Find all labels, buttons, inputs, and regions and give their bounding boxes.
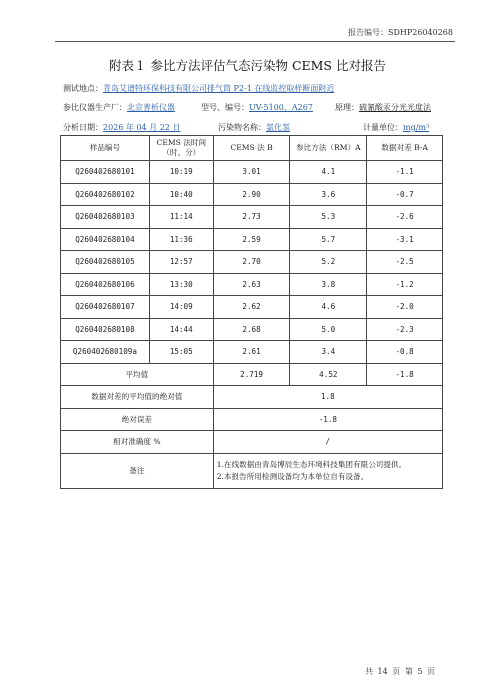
abs-avg-value: 1.8: [213, 386, 442, 409]
cell-time: 12:57: [149, 251, 213, 274]
cell-ref: 5.3: [290, 206, 367, 229]
average-row: [61, 363, 443, 386]
cell-sample: Q260402680108: [61, 318, 150, 341]
avg-label: 平均值: [61, 363, 214, 386]
cell-diff: -2.6: [367, 206, 443, 229]
cell-time: 14:44: [149, 318, 213, 341]
principle: [335, 102, 431, 113]
cell-cems: 2.73: [213, 206, 290, 229]
unit-label: 计量单位：: [363, 123, 403, 132]
header-cems: CEMS 法 B: [213, 136, 290, 161]
remark-line-1: 1.在线数据由青岛博辰生态环境科技集团有限公司提供。: [216, 459, 407, 469]
cell-cems: 3.01: [213, 161, 290, 184]
pollutant-value: 氯化氢: [266, 123, 290, 132]
table-row: [61, 251, 443, 274]
cell-time: 10:19: [149, 161, 213, 184]
cell-cems: 2.70: [213, 251, 290, 274]
cell-sample: Q260402680107: [61, 296, 150, 319]
manufacturer: [63, 102, 175, 113]
cell-time: 14:09: [149, 296, 213, 319]
pollutant-label: 污染物名称：: [218, 123, 266, 132]
cell-diff: -2.0: [367, 296, 443, 319]
cell-sample: Q260402680105: [61, 251, 150, 274]
report-number: 报告编号：SDHP26040268: [348, 28, 453, 37]
cell-diff: -1.2: [367, 273, 443, 296]
cell-sample: Q260402680109a: [61, 341, 150, 364]
comparison-table: [60, 135, 443, 489]
cell-sample: Q260402680102: [61, 183, 150, 206]
abs-err-value: -1.8: [213, 408, 442, 431]
table-row: [61, 318, 443, 341]
table-row: [61, 228, 443, 251]
model-label: 型号、编号：: [201, 103, 249, 112]
header-time: [149, 136, 213, 161]
remark-row: [61, 453, 443, 488]
analysis-date: [63, 122, 180, 133]
cell-sample: Q260402680101: [61, 161, 150, 184]
date-value: 2026 年 04 月 22 日: [103, 123, 181, 132]
remark-content: [213, 453, 442, 488]
avg-ref: 4.52: [290, 363, 367, 386]
cell-time: 11:36: [149, 228, 213, 251]
cell-time: 13:30: [149, 273, 213, 296]
abs-avg-row: [61, 386, 443, 409]
avg-cems: 2.719: [213, 363, 290, 386]
cell-cems: 2.68: [213, 318, 290, 341]
principle-label: 原理：: [335, 103, 359, 112]
cell-ref: 4.1: [290, 161, 367, 184]
cell-cems: 2.62: [213, 296, 290, 319]
header-time-line1: CEMS 法时间: [156, 138, 207, 147]
cell-ref: 5.0: [290, 318, 367, 341]
cell-diff: -0.7: [367, 183, 443, 206]
cell-cems: 2.90: [213, 183, 290, 206]
table-row: [61, 296, 443, 319]
cell-sample: Q260402680104: [61, 228, 150, 251]
pollutant: [218, 122, 290, 133]
cell-ref: 4.6: [290, 296, 367, 319]
rel-acc-row: [61, 431, 443, 454]
test-location: [63, 83, 334, 94]
cell-sample: Q260402680103: [61, 206, 150, 229]
cell-ref: 3.8: [290, 273, 367, 296]
cell-time: 11:14: [149, 206, 213, 229]
cell-diff: -3.1: [367, 228, 443, 251]
cell-ref: 5.2: [290, 251, 367, 274]
table-header-row: [61, 136, 443, 161]
date-label: 分析日期：: [63, 123, 103, 132]
header-time-line2: （时、分）: [162, 148, 201, 157]
cell-diff: -2.3: [367, 318, 443, 341]
cell-ref: 5.7: [290, 228, 367, 251]
model: [201, 102, 313, 113]
table-row: [61, 183, 443, 206]
cell-cems: 2.59: [213, 228, 290, 251]
avg-diff: -1.8: [367, 363, 443, 386]
unit: [363, 122, 429, 133]
header-sample: 样品编号: [61, 136, 150, 161]
header-diff: 数据对差 B-A: [367, 136, 443, 161]
cell-cems: 2.63: [213, 273, 290, 296]
table-row: [61, 161, 443, 184]
header-ref: 参比方法（RM）A: [290, 136, 367, 161]
abs-avg-label: 数据对差的平均值的绝对值: [61, 386, 214, 409]
cell-diff: -0.8: [367, 341, 443, 364]
abs-err-row: [61, 408, 443, 431]
page-title: 附表１ 参比方法评估气态污染物 CEMS 比对报告: [109, 58, 386, 73]
remark-label: 备注: [61, 453, 214, 488]
table-row: [61, 206, 443, 229]
principle-value: 硫氰酸汞分光光度法: [359, 103, 431, 112]
table-row: [61, 273, 443, 296]
page-footer: 共 14 页 第 5 页: [365, 667, 435, 676]
manufacturer-label: 参比仪器生产厂：: [63, 103, 127, 112]
model-value: UV-5100、A267: [249, 103, 313, 112]
cell-time: 10:40: [149, 183, 213, 206]
location-value: 青岛艾谱特环保科技有限公司排气筒 P2-1 在线监控取样断面附近: [103, 84, 335, 93]
rel-acc-label: 相对准确度 %: [61, 431, 214, 454]
abs-err-label: 绝对误差: [61, 408, 214, 431]
header-divider: [55, 41, 455, 42]
cell-time: 15:05: [149, 341, 213, 364]
cell-ref: 3.6: [290, 183, 367, 206]
unit-value: mg/m³: [403, 123, 430, 132]
location-label: 测试地点：: [63, 84, 103, 93]
cell-sample: Q260402680106: [61, 273, 150, 296]
rel-acc-value: /: [213, 431, 442, 454]
cell-cems: 2.61: [213, 341, 290, 364]
cell-ref: 3.4: [290, 341, 367, 364]
manufacturer-value: 北京普析仪器: [127, 103, 175, 112]
cell-diff: -2.5: [367, 251, 443, 274]
remark-line-2: 2.本报告所用检测设备均为本单位自有设备。: [216, 471, 369, 481]
table-row: [61, 341, 443, 364]
cell-diff: -1.1: [367, 161, 443, 184]
